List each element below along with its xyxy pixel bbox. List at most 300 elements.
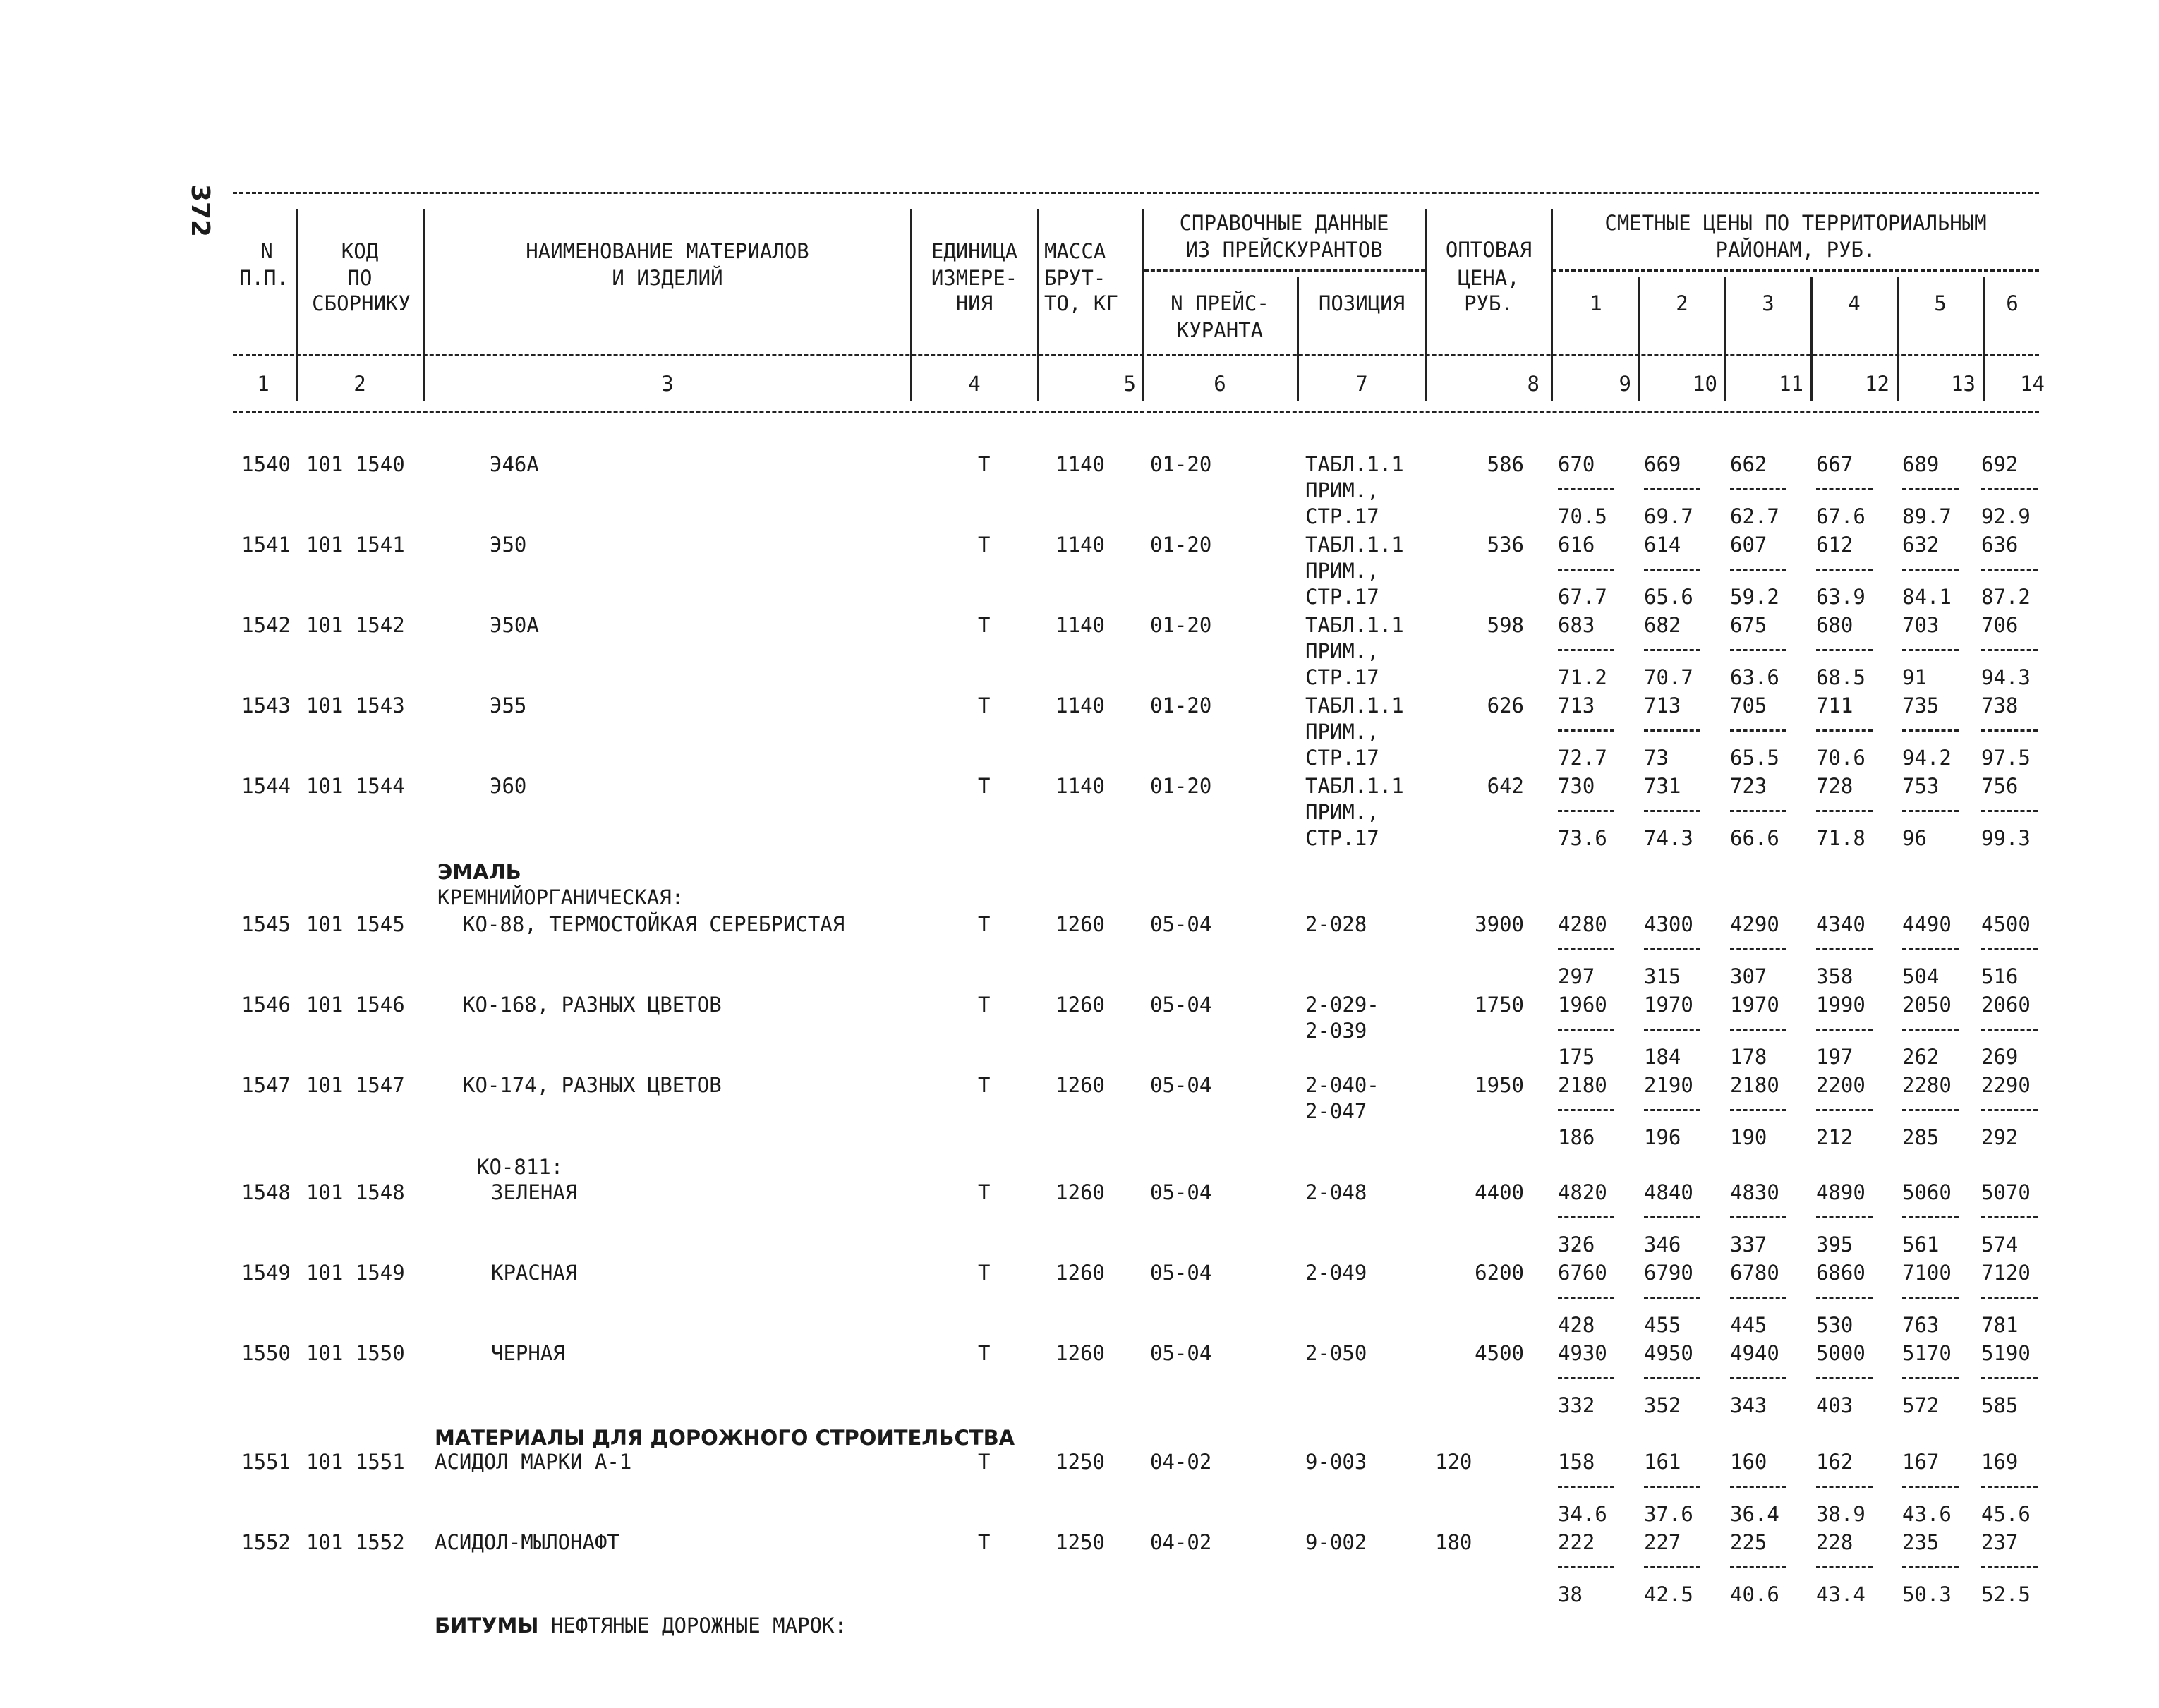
row-unit: Т (978, 1341, 991, 1365)
row-position: 2-029- (1305, 993, 1379, 1017)
row-district-extra: 65.5 (1730, 746, 1779, 770)
fraction-rule (1902, 1566, 1959, 1568)
fraction-rule (1644, 1216, 1700, 1218)
row-unit: Т (978, 993, 991, 1017)
row-district-price: 680 (1816, 613, 1853, 637)
row-district-extra: 66.6 (1730, 826, 1779, 850)
row-district-extra: 91 (1902, 665, 1927, 689)
row-district-extra: 68.5 (1816, 665, 1865, 689)
header-col6-line1: N ПРЕЙС- (1171, 291, 1269, 315)
row-district-price: 169 (1981, 1450, 2019, 1474)
fraction-rule (1981, 1297, 2038, 1299)
row-district-price: 5060 (1902, 1180, 1952, 1204)
fraction-rule (1558, 488, 1614, 490)
row-unit: Т (978, 774, 991, 798)
row-district-extra: 262 (1902, 1045, 1940, 1069)
fraction-rule (1644, 1377, 1700, 1379)
row-name: Э60 (490, 774, 527, 798)
row-name: Э55 (490, 694, 527, 717)
row-pricelist: 04-02 (1150, 1530, 1212, 1554)
fraction-rule (1644, 810, 1700, 812)
row-district-extra: 763 (1902, 1313, 1940, 1337)
col-number-14: 14 (2020, 372, 2045, 396)
row-district-price: 612 (1816, 533, 1853, 557)
row-district-price: 2280 (1902, 1073, 1952, 1097)
row-district-price: 683 (1558, 613, 1595, 637)
row-code: 101 1543 (306, 694, 405, 717)
row-district-price: 689 (1902, 452, 1940, 476)
fraction-rule (1981, 488, 2038, 490)
header-col8-line3: РУБ. (1464, 291, 1513, 315)
col-number-8: 8 (1527, 372, 1540, 396)
row-district-price: 1960 (1558, 993, 1607, 1017)
row-district-price: 670 (1558, 452, 1595, 476)
row-district-price: 692 (1981, 452, 2019, 476)
row-district-extra: 38 (1558, 1582, 1583, 1606)
row-pricelist: 05-04 (1150, 1341, 1212, 1365)
row-name: ЗЕЛЕНАЯ (491, 1180, 578, 1204)
fraction-rule (1730, 810, 1786, 812)
row-district-extra: 178 (1730, 1045, 1767, 1069)
header-separator (1638, 277, 1640, 401)
row-mass: 1140 (1056, 774, 1105, 798)
fraction-rule (1644, 1109, 1700, 1111)
section-heading-bitumen (435, 1613, 847, 1638)
row-number: 1552 (241, 1530, 291, 1554)
row-district-extra: 326 (1558, 1232, 1595, 1256)
row-position: ПРИМ., (1305, 800, 1379, 824)
row-name: КО-88, ТЕРМОСТОЙКАЯ СЕРЕБРИСТАЯ (463, 912, 845, 936)
row-number: 1540 (241, 452, 291, 476)
row-pricelist: 04-02 (1150, 1450, 1212, 1474)
header-separator (1142, 209, 1144, 401)
row-district-price: 632 (1902, 533, 1940, 557)
row-wholesale-price: 180 (1435, 1530, 1472, 1554)
fraction-rule (1558, 1029, 1614, 1031)
fraction-rule (1644, 1486, 1700, 1488)
row-district-price: 2200 (1816, 1073, 1865, 1097)
fraction-rule (1730, 1377, 1786, 1379)
row-district-price: 731 (1644, 774, 1681, 798)
header-price-line2: РАЙОНАМ, РУБ. (1715, 238, 1876, 262)
fraction-rule (1902, 1029, 1959, 1031)
row-district-extra: 52.5 (1981, 1582, 2031, 1606)
fraction-rule (1730, 1566, 1786, 1568)
row-pricelist: 01-20 (1150, 774, 1212, 798)
row-position: 9-002 (1305, 1530, 1367, 1554)
header-district-6: 6 (2006, 291, 2019, 315)
row-position: 2-028 (1305, 912, 1367, 936)
price-group-rule (1552, 269, 2039, 272)
header-bottom-rule (233, 411, 2039, 413)
fraction-rule (1981, 1216, 2038, 1218)
col-number-5: 5 (1123, 372, 1136, 396)
header-district-3: 3 (1762, 291, 1774, 315)
row-district-price: 675 (1730, 613, 1767, 637)
fraction-rule (1730, 1486, 1786, 1488)
row-code: 101 1546 (306, 993, 405, 1017)
header-col2-line1: КОД (341, 239, 379, 263)
row-district-extra: 99.3 (1981, 826, 2031, 850)
fraction-rule (1816, 1297, 1873, 1299)
row-position: ТАБЛ.1.1 (1305, 694, 1404, 717)
row-district-price: 713 (1644, 694, 1681, 717)
row-district-price: 713 (1558, 694, 1595, 717)
row-district-extra: 403 (1816, 1393, 1853, 1417)
fraction-rule (1644, 1297, 1700, 1299)
row-wholesale-price: 6200 (1475, 1261, 1524, 1285)
row-number: 1544 (241, 774, 291, 798)
row-pricelist: 01-20 (1150, 694, 1212, 717)
row-district-extra: 428 (1558, 1313, 1595, 1337)
row-district-price: 662 (1730, 452, 1767, 476)
row-district-extra: 190 (1730, 1125, 1767, 1149)
row-code: 101 1549 (306, 1261, 405, 1285)
row-number: 1546 (241, 993, 291, 1017)
row-district-price: 237 (1981, 1530, 2019, 1554)
row-district-price: 738 (1981, 694, 2019, 717)
col-number-9: 9 (1619, 372, 1631, 396)
header-separator (1983, 277, 1985, 401)
row-wholesale-price: 626 (1487, 694, 1524, 717)
row-district-price: 4930 (1558, 1341, 1607, 1365)
header-separator (1551, 209, 1553, 401)
row-position: ПРИМ., (1305, 478, 1379, 502)
row-district-price: 158 (1558, 1450, 1595, 1474)
row-mass: 1250 (1056, 1450, 1105, 1474)
row-name: Э50А (490, 613, 539, 637)
row-position: 2-040- (1305, 1073, 1379, 1097)
row-district-price: 5190 (1981, 1341, 2031, 1365)
row-district-price: 1970 (1730, 993, 1779, 1017)
row-district-price: 607 (1730, 533, 1767, 557)
row-district-price: 222 (1558, 1530, 1595, 1554)
row-district-price: 1970 (1644, 993, 1693, 1017)
row-district-extra: 43.4 (1816, 1582, 1865, 1606)
fraction-rule (1902, 810, 1959, 812)
row-district-extra: 445 (1730, 1313, 1767, 1337)
fraction-rule (1644, 488, 1700, 490)
header-district-4: 4 (1848, 291, 1861, 315)
col-number-11: 11 (1779, 372, 1803, 396)
row-position: СТР.17 (1305, 826, 1379, 850)
fraction-rule (1644, 569, 1700, 571)
header-separator (1724, 277, 1726, 401)
header-ref-line2: ИЗ ПРЕЙСКУРАНТОВ (1185, 238, 1383, 262)
row-district-extra: 63.6 (1730, 665, 1779, 689)
row-district-price: 667 (1816, 452, 1853, 476)
fraction-rule (1730, 1109, 1786, 1111)
row-district-price: 4340 (1816, 912, 1865, 936)
row-district-extra: 358 (1816, 964, 1853, 988)
fraction-rule (1558, 1216, 1614, 1218)
header-top-rule (233, 192, 2039, 194)
row-district-price: 735 (1902, 694, 1940, 717)
row-code: 101 1548 (306, 1180, 405, 1204)
row-district-extra: 455 (1644, 1313, 1681, 1337)
row-district-price: 2190 (1644, 1073, 1693, 1097)
fraction-rule (1816, 1109, 1873, 1111)
fraction-rule (1644, 649, 1700, 651)
fraction-rule (1558, 569, 1614, 571)
row-mass: 1250 (1056, 1530, 1105, 1554)
row-district-extra: 37.6 (1644, 1502, 1693, 1526)
header-separator (1425, 209, 1427, 401)
fraction-rule (1902, 1486, 1959, 1488)
row-mass: 1260 (1056, 993, 1105, 1017)
row-position: СТР.17 (1305, 504, 1379, 528)
row-position: 2-049 (1305, 1261, 1367, 1285)
row-district-extra: 59.2 (1730, 585, 1779, 609)
section-heading-road: МАТЕРИАЛЫ ДЛЯ ДОРОЖНОГО СТРОИТЕЛЬСТВА (435, 1426, 1015, 1450)
fraction-rule (1816, 1377, 1873, 1379)
row-district-price: 2050 (1902, 993, 1952, 1017)
row-district-price: 2180 (1558, 1073, 1607, 1097)
row-pricelist: 01-20 (1150, 533, 1212, 557)
row-name: Э50 (490, 533, 527, 557)
col-number-10: 10 (1693, 372, 1717, 396)
fraction-rule (1730, 1297, 1786, 1299)
fraction-rule (1981, 1109, 2038, 1111)
row-district-extra: 530 (1816, 1313, 1853, 1337)
header-col1-line1: N (260, 239, 273, 263)
fraction-rule (1816, 1029, 1873, 1031)
row-position: ТАБЛ.1.1 (1305, 774, 1404, 798)
row-wholesale-price: 1950 (1475, 1073, 1524, 1097)
row-district-price: 5170 (1902, 1341, 1952, 1365)
row-unit: Т (978, 1180, 991, 1204)
row-code: 101 1545 (306, 912, 405, 936)
row-district-price: 5070 (1981, 1180, 2031, 1204)
row-district-extra: 69.7 (1644, 504, 1693, 528)
row-district-extra: 65.6 (1644, 585, 1693, 609)
fraction-rule (1558, 1566, 1614, 1568)
row-district-extra: 504 (1902, 964, 1940, 988)
row-code: 101 1541 (306, 533, 405, 557)
fraction-rule (1816, 649, 1873, 651)
fraction-rule (1981, 569, 2038, 571)
row-mass: 1260 (1056, 1261, 1105, 1285)
header-col5-line1: МАССА (1044, 239, 1106, 263)
row-mass: 1260 (1056, 1073, 1105, 1097)
col-number-1: 1 (257, 372, 270, 396)
row-district-price: 4820 (1558, 1180, 1607, 1204)
row-district-extra: 352 (1644, 1393, 1681, 1417)
header-separator (910, 209, 912, 401)
row-number: 1542 (241, 613, 291, 637)
fraction-rule (1816, 1486, 1873, 1488)
row-mass: 1140 (1056, 533, 1105, 557)
row-district-extra: 70.5 (1558, 504, 1607, 528)
row-district-price: 4280 (1558, 912, 1607, 936)
row-position: ПРИМ., (1305, 639, 1379, 663)
row-district-extra: 297 (1558, 964, 1595, 988)
fraction-rule (1902, 729, 1959, 732)
row-district-price: 4300 (1644, 912, 1693, 936)
row-district-price: 723 (1730, 774, 1767, 798)
row-unit: Т (978, 694, 991, 717)
row-district-extra: 45.6 (1981, 1502, 2031, 1526)
header-district-1: 1 (1590, 291, 1602, 315)
row-code: 101 1544 (306, 774, 405, 798)
fraction-rule (1558, 1109, 1614, 1111)
header-separator (296, 209, 298, 401)
fraction-rule (1816, 948, 1873, 950)
fraction-rule (1816, 1566, 1873, 1568)
row-district-price: 705 (1730, 694, 1767, 717)
fraction-rule (1730, 1216, 1786, 1218)
row-district-price: 5000 (1816, 1341, 1865, 1365)
fraction-rule (1644, 1029, 1700, 1031)
row-name: ЧЕРНАЯ (491, 1341, 565, 1365)
row-district-price: 1990 (1816, 993, 1865, 1017)
row-district-price: 4290 (1730, 912, 1779, 936)
row-pricelist: 05-04 (1150, 912, 1212, 936)
fraction-rule (1902, 488, 1959, 490)
row-district-extra: 62.7 (1730, 504, 1779, 528)
row-district-extra: 36.4 (1730, 1502, 1779, 1526)
row-district-price: 228 (1816, 1530, 1853, 1554)
row-district-price: 728 (1816, 774, 1853, 798)
row-name: КРАСНАЯ (491, 1261, 578, 1285)
row-district-price: 225 (1730, 1530, 1767, 1554)
row-district-extra: 561 (1902, 1232, 1940, 1256)
fraction-rule (1981, 1566, 2038, 1568)
header-col6-line2: КУРАНТА (1176, 318, 1264, 342)
row-number: 1551 (241, 1450, 291, 1474)
row-district-extra: 63.9 (1816, 585, 1865, 609)
row-number: 1543 (241, 694, 291, 717)
row-district-price: 4940 (1730, 1341, 1779, 1365)
row-district-extra: 585 (1981, 1393, 2019, 1417)
fraction-rule (1730, 948, 1786, 950)
row-name: КО-168, РАЗНЫХ ЦВЕТОВ (463, 993, 722, 1017)
fraction-rule (1644, 729, 1700, 732)
row-district-extra: 92.9 (1981, 504, 2031, 528)
col-number-2: 2 (353, 372, 366, 396)
section-subheading: КРЕМНИЙОРГАНИЧЕСКАЯ: (437, 885, 684, 909)
header-number-rule (233, 354, 2039, 356)
row-district-extra: 38.9 (1816, 1502, 1865, 1526)
row-district-extra: 197 (1816, 1045, 1853, 1069)
row-district-extra: 42.5 (1644, 1582, 1693, 1606)
header-col5-line3: ТО, КГ (1044, 291, 1118, 315)
row-district-extra: 196 (1644, 1125, 1681, 1149)
row-district-extra: 269 (1981, 1045, 2019, 1069)
fraction-rule (1644, 1566, 1700, 1568)
row-district-extra: 87.2 (1981, 585, 2031, 609)
row-position: 2-047 (1305, 1099, 1367, 1123)
col-number-7: 7 (1355, 372, 1368, 396)
row-district-extra: 175 (1558, 1045, 1595, 1069)
bitumen-bold: БИТУМЫ (435, 1613, 539, 1637)
row-district-price: 4950 (1644, 1341, 1693, 1365)
fraction-rule (1558, 1297, 1614, 1299)
bitumen-rest: НЕФТЯНЫЕ ДОРОЖНЫЕ МАРОК: (538, 1613, 847, 1637)
row-district-extra: 74.3 (1644, 826, 1693, 850)
col-number-4: 4 (968, 372, 981, 396)
row-unit: Т (978, 452, 991, 476)
header-district-5: 5 (1934, 291, 1947, 315)
header-col3-line2: И ИЗДЕЛИЙ (612, 266, 723, 290)
fraction-rule (1816, 729, 1873, 732)
row-pricelist: 05-04 (1150, 1180, 1212, 1204)
fraction-rule (1558, 810, 1614, 812)
section-subheading-ko811: КО-811: (477, 1155, 564, 1179)
row-district-extra: 67.7 (1558, 585, 1607, 609)
row-district-extra: 73 (1644, 746, 1669, 770)
row-wholesale-price: 642 (1487, 774, 1524, 798)
row-name: АСИДОЛ-МЫЛОНАФТ (435, 1530, 619, 1554)
row-district-price: 636 (1981, 533, 2019, 557)
row-district-price: 6780 (1730, 1261, 1779, 1285)
fraction-rule (1981, 729, 2038, 732)
header-col3-line1: НАИМЕНОВАНИЕ МАТЕРИАЛОВ (526, 239, 809, 263)
row-district-extra: 71.2 (1558, 665, 1607, 689)
fraction-rule (1644, 948, 1700, 950)
row-code: 101 1550 (306, 1341, 405, 1365)
header-col2-line3: СБОРНИКУ (312, 291, 411, 315)
row-mass: 1140 (1056, 694, 1105, 717)
row-district-extra: 71.8 (1816, 826, 1865, 850)
row-unit: Т (978, 613, 991, 637)
row-district-extra: 572 (1902, 1393, 1940, 1417)
fraction-rule (1730, 569, 1786, 571)
header-col4-line3: НИЯ (955, 291, 993, 315)
header-col1-line2: П.П. (239, 266, 289, 290)
row-number: 1548 (241, 1180, 291, 1204)
row-code: 101 1540 (306, 452, 405, 476)
row-district-extra: 395 (1816, 1232, 1853, 1256)
header-separator (1897, 277, 1899, 401)
row-district-extra: 574 (1981, 1232, 2019, 1256)
row-district-extra: 43.6 (1902, 1502, 1952, 1526)
header-separator (1297, 277, 1299, 401)
header-col5-line2: БРУТ- (1044, 266, 1106, 290)
row-position: СТР.17 (1305, 746, 1379, 770)
row-district-price: 4890 (1816, 1180, 1865, 1204)
row-wholesale-price: 536 (1487, 533, 1524, 557)
fraction-rule (1816, 810, 1873, 812)
fraction-rule (1981, 1486, 2038, 1488)
row-district-extra: 89.7 (1902, 504, 1952, 528)
col-number-6: 6 (1214, 372, 1226, 396)
header-ref-line1: СПРАВОЧНЫЕ ДАННЫЕ (1179, 211, 1389, 235)
row-pricelist: 05-04 (1150, 1261, 1212, 1285)
header-col7: ПОЗИЦИЯ (1318, 291, 1405, 315)
row-position: 9-003 (1305, 1450, 1367, 1474)
row-name: Э46А (490, 452, 539, 476)
header-price-line1: СМЕТНЫЕ ЦЕНЫ ПО ТЕРРИТОРИАЛЬНЫМ (1604, 211, 1987, 235)
row-district-price: 235 (1902, 1530, 1940, 1554)
row-position: ПРИМ., (1305, 559, 1379, 583)
row-wholesale-price: 3900 (1475, 912, 1524, 936)
row-district-extra: 307 (1730, 964, 1767, 988)
row-unit: Т (978, 1073, 991, 1097)
row-district-extra: 332 (1558, 1393, 1595, 1417)
row-district-extra: 94.3 (1981, 665, 2031, 689)
row-district-price: 703 (1902, 613, 1940, 637)
row-wholesale-price: 4400 (1475, 1180, 1524, 1204)
row-district-price: 682 (1644, 613, 1681, 637)
row-district-price: 2180 (1730, 1073, 1779, 1097)
row-position: СТР.17 (1305, 585, 1379, 609)
row-unit: Т (978, 912, 991, 936)
row-district-extra: 73.6 (1558, 826, 1607, 850)
fraction-rule (1981, 810, 2038, 812)
col-number-13: 13 (1951, 372, 1976, 396)
row-mass: 1260 (1056, 1341, 1105, 1365)
